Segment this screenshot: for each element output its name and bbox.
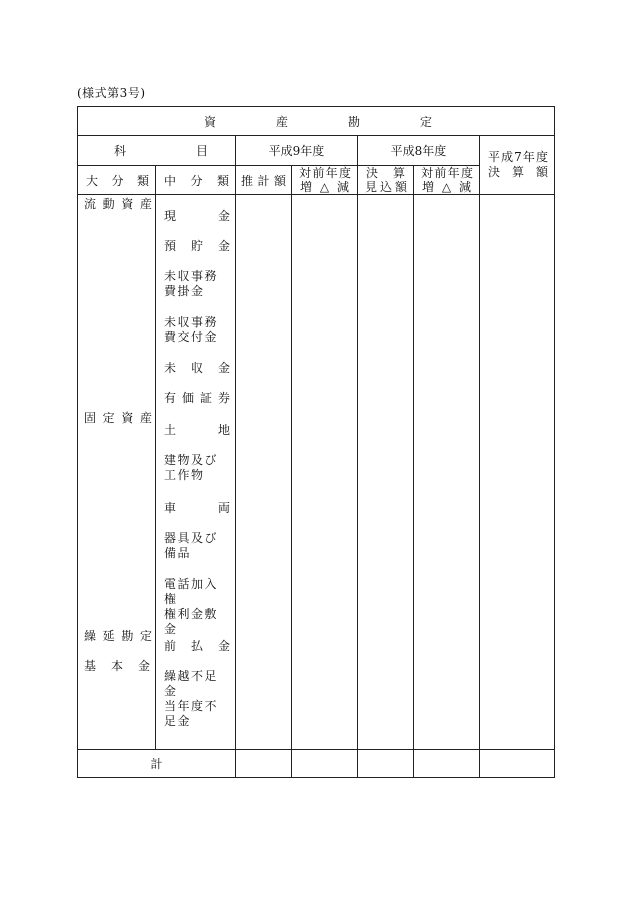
daibunrui-char: 固 [84, 411, 97, 425]
daibunrui-char: 基 [84, 659, 97, 673]
chubunrui-text: 繰越不足金 [164, 669, 219, 698]
chubunrui-text: 権利金敷金 [164, 607, 219, 636]
chubunrui-char: 未 [164, 361, 177, 375]
zougen-char: 減 [458, 180, 471, 194]
daibunrui-char: 勘 [121, 629, 134, 643]
header-h8-zougen [414, 166, 480, 195]
mikomi-char: 額 [394, 180, 407, 194]
chubunrui-label [164, 607, 230, 637]
h8-mikomi-blank [358, 195, 414, 750]
total-h9-zougen [292, 750, 358, 778]
h7-char: 決 [488, 165, 501, 179]
chubunrui-char: 類 [216, 173, 229, 188]
daibunrui-char: 動 [102, 197, 115, 211]
header-h8: 平成8年度 [358, 136, 480, 166]
kamoku-char: 目 [195, 144, 208, 158]
daibunrui-char: 延 [102, 629, 115, 643]
daibunrui-char: 資 [121, 197, 134, 211]
chubunrui-char: 前 [164, 639, 177, 653]
daibunrui-column [78, 195, 156, 750]
zougen-char: 前 [312, 166, 325, 180]
header-h9: 平成9年度 [236, 136, 358, 166]
chubunrui-label [164, 423, 230, 438]
h9-suikei-blank [236, 195, 292, 750]
zougen-char: 減 [336, 180, 349, 194]
daibunrui-char: 分 [111, 173, 124, 188]
daibunrui-char: 定 [139, 629, 152, 643]
header-h7-kessangaku [480, 136, 555, 195]
chubunrui-char: 現 [164, 209, 177, 223]
daibunrui-char: 産 [139, 411, 152, 425]
chubunrui-text: 建物及び工作物 [164, 453, 219, 482]
suikei-char: 推 [241, 173, 254, 188]
chubunrui-char: 金 [217, 209, 230, 223]
zougen-char: △ [441, 180, 452, 194]
total-h8-mikomi [358, 750, 414, 778]
chubunrui-char: 証 [199, 391, 212, 405]
table-title [78, 107, 555, 136]
title-char: 産 [275, 114, 288, 129]
title-char: 資 [204, 114, 217, 129]
h7-char: 算 [511, 165, 524, 179]
h8-zougen-blank [414, 195, 480, 750]
h7-char: 度 [535, 150, 548, 164]
daibunrui-label [84, 409, 152, 426]
header-h9-zougen [292, 166, 358, 195]
daibunrui-char: 類 [136, 173, 149, 188]
suikei-char: 計 [257, 173, 270, 188]
chubunrui-char: 預 [164, 239, 177, 253]
daibunrui-char: 本 [110, 659, 123, 673]
chubunrui-char: 地 [217, 423, 230, 437]
chubunrui-char: 貯 [190, 239, 203, 253]
chubunrui-char: 土 [164, 423, 177, 437]
daibunrui-char: 産 [139, 197, 152, 211]
chubunrui-text: 器具及び備品 [164, 531, 219, 560]
mikomi-char: 決 [366, 166, 379, 180]
kamoku-char: 科 [114, 144, 127, 158]
chubunrui-char: 払 [190, 639, 203, 653]
daibunrui-char: 資 [121, 411, 134, 425]
header-suikeigaku [236, 166, 292, 195]
zougen-char: 度 [460, 166, 473, 180]
suikei-char: 額 [273, 173, 286, 188]
daibunrui-label [84, 627, 152, 644]
h7-char: 年 [522, 150, 535, 164]
chubunrui-label [164, 577, 230, 607]
chubunrui-label [164, 639, 230, 654]
header-daibunrui [78, 166, 156, 195]
asset-account-table [77, 106, 555, 778]
zougen-char: 対 [299, 166, 312, 180]
chubunrui-label [164, 453, 230, 483]
total-label: 計 [78, 750, 236, 778]
total-h8-zougen [414, 750, 480, 778]
chubunrui-label [164, 669, 230, 699]
chubunrui-char: 中 [164, 173, 177, 188]
h7-kessan-blank [480, 195, 555, 750]
h7-char: 7 [514, 150, 522, 164]
daibunrui-label [84, 195, 152, 212]
header-chubunrui [156, 166, 236, 195]
chubunrui-text: 未収事務費交付金 [164, 315, 219, 344]
mikomi-char: 算 [392, 166, 405, 180]
zougen-char: 年 [447, 166, 460, 180]
zougen-char: 度 [338, 166, 351, 180]
title-char: 定 [419, 114, 432, 129]
chubunrui-char: 金 [217, 639, 230, 653]
chubunrui-text: 当年度不足金 [164, 699, 219, 728]
header-h8-mikomi [358, 166, 414, 195]
chubunrui-char: 収 [190, 361, 203, 375]
daibunrui-char: 流 [84, 197, 97, 211]
h7-char: 成 [501, 150, 514, 164]
h7-char: 額 [535, 165, 548, 179]
chubunrui-text: 未収事務費掛金 [164, 269, 219, 298]
total-h7-kessan [480, 750, 555, 778]
chubunrui-label [164, 209, 230, 224]
zougen-char: 増 [422, 180, 435, 194]
chubunrui-label [164, 361, 230, 376]
zougen-char: △ [319, 180, 330, 194]
zougen-char: 年 [325, 166, 338, 180]
chubunrui-label [164, 391, 230, 406]
daibunrui-char: 定 [102, 411, 115, 425]
chubunrui-label [164, 315, 230, 345]
chubunrui-char: 金 [217, 361, 230, 375]
chubunrui-char: 金 [217, 239, 230, 253]
daibunrui-char: 繰 [84, 629, 97, 643]
chubunrui-label [164, 239, 230, 254]
chubunrui-char: 価 [181, 391, 194, 405]
h9-zougen-blank [292, 195, 358, 750]
chubunrui-char: 車 [164, 501, 177, 515]
form-number-caption: (様式第3号) [77, 86, 146, 100]
h7-char: 平 [488, 150, 501, 164]
daibunrui-label [84, 657, 152, 674]
mikomi-char: 見 [365, 180, 378, 194]
chubunrui-char: 券 [217, 391, 230, 405]
chubunrui-label [164, 531, 230, 561]
zougen-char: 対 [421, 166, 434, 180]
zougen-char: 増 [300, 180, 313, 194]
chubunrui-char: 両 [217, 501, 230, 515]
chubunrui-char: 有 [164, 391, 177, 405]
chubunrui-column [156, 195, 236, 750]
daibunrui-char: 金 [137, 659, 150, 673]
chubunrui-label [164, 501, 230, 516]
chubunrui-char: 分 [190, 173, 203, 188]
daibunrui-char: 大 [86, 173, 99, 188]
header-kamoku [78, 136, 236, 166]
title-char: 勘 [347, 114, 360, 129]
total-h9-suikei [236, 750, 292, 778]
zougen-char: 前 [434, 166, 447, 180]
mikomi-char: 込 [379, 180, 392, 194]
chubunrui-label [164, 699, 230, 729]
chubunrui-text: 電話加入権 [164, 577, 219, 606]
chubunrui-label [164, 269, 230, 299]
